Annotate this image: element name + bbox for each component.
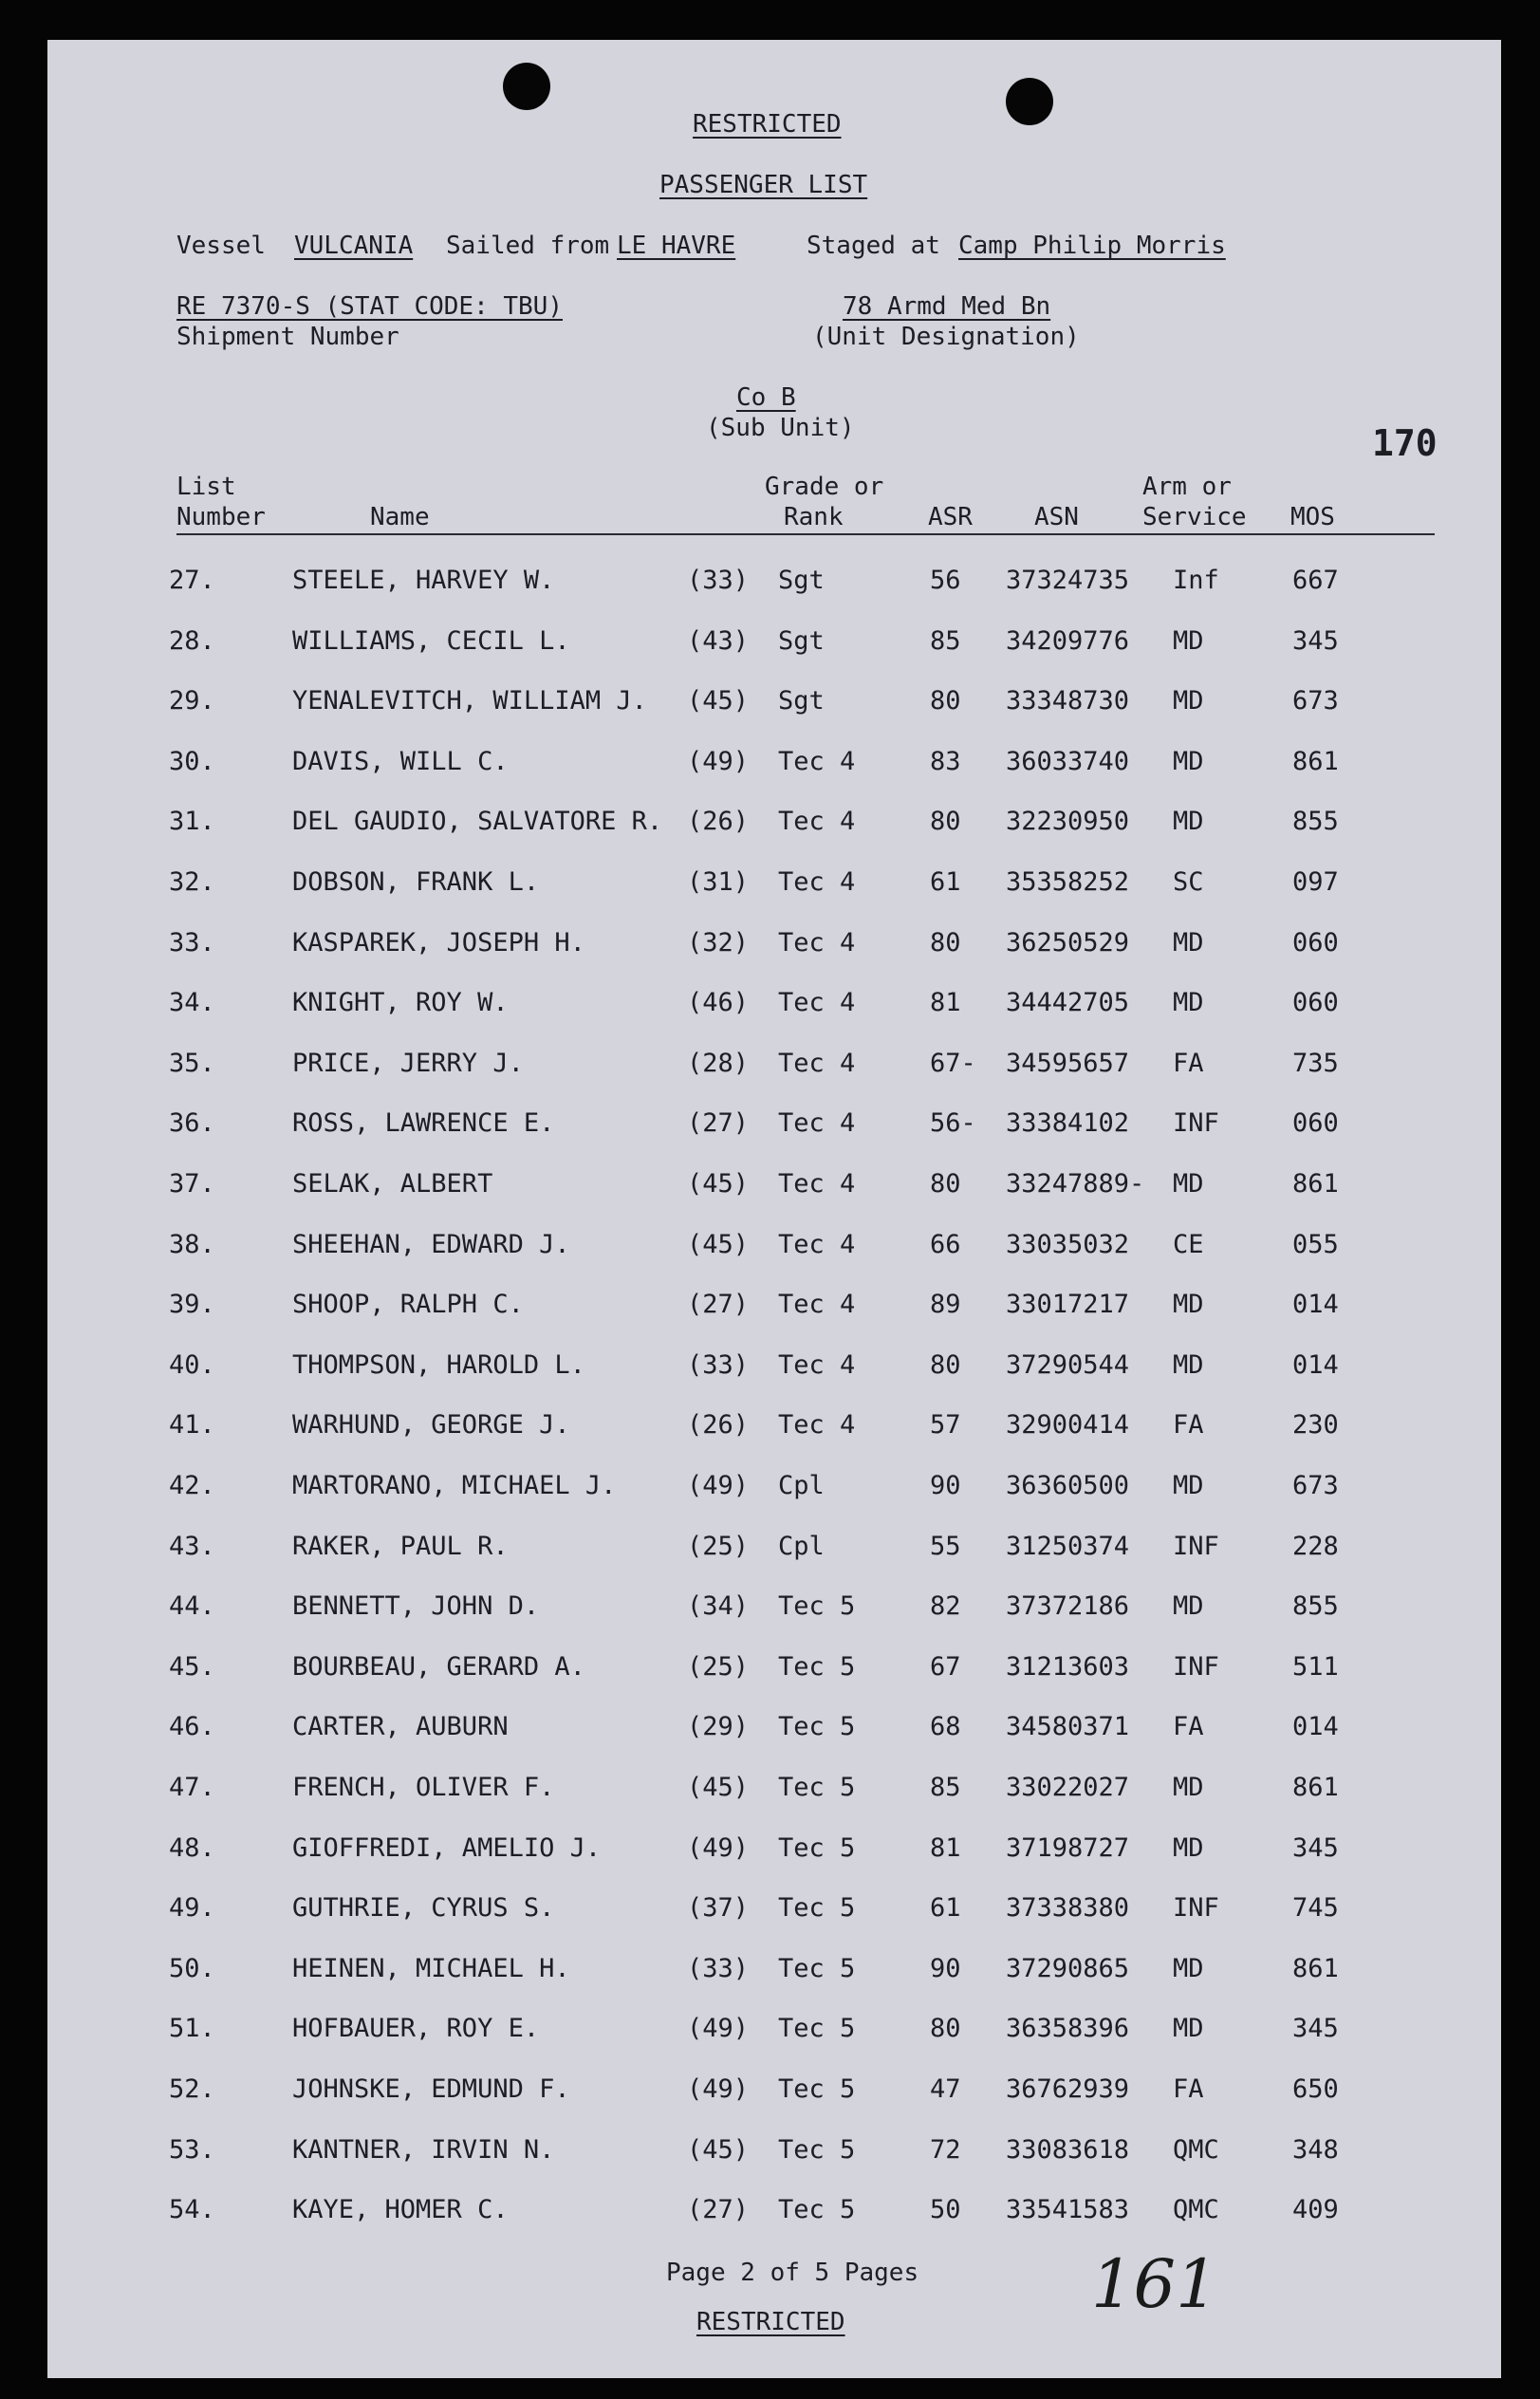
passenger-asr: 85	[930, 1773, 961, 1802]
passenger-grade: Cpl	[778, 1531, 825, 1561]
table-row	[47, 1652, 1501, 1688]
passenger-asr: 83	[930, 746, 961, 776]
passenger-grade: Tec 5	[778, 1712, 856, 1742]
passenger-asr: 72	[930, 2134, 961, 2165]
passenger-asn: 31250374	[1006, 1531, 1130, 1561]
passenger-name: GIOFFREDI, AMELIO J.	[292, 1832, 602, 1863]
passenger-asr: 67	[930, 1651, 961, 1682]
shipment-number-value: RE 7370-S (STAT CODE: TBU)	[176, 292, 563, 321]
passenger-asn: 37290865	[1006, 1953, 1130, 1983]
row-number: 29.	[169, 686, 215, 716]
vessel-value: VULCANIA	[294, 232, 414, 260]
passenger-name: BOURBEAU, GERARD A.	[292, 1651, 585, 1682]
row-number: 54.	[169, 2195, 215, 2225]
table-row	[47, 867, 1501, 903]
passenger-asr: 56-	[930, 1108, 976, 1139]
passenger-mos: 855	[1292, 1591, 1339, 1622]
restricted-bottom: RESTRICTED	[696, 2308, 845, 2336]
table-row	[47, 1712, 1501, 1748]
row-number: 37.	[169, 1169, 215, 1199]
passenger-asr: 89	[930, 1290, 961, 1320]
col-list-number-2: Number	[176, 503, 266, 531]
col-arm-1: Arm or	[1142, 473, 1232, 501]
passenger-asn: 34209776	[1006, 625, 1130, 656]
passenger-asn: 36360500	[1006, 1471, 1130, 1500]
passenger-name: HEINEN, MICHAEL H.	[292, 1953, 570, 1983]
passenger-asr: 68	[930, 1712, 961, 1742]
table-row	[47, 988, 1501, 1024]
passenger-asr: 67-	[930, 1048, 976, 1078]
passenger-age: (26)	[687, 1410, 750, 1441]
passenger-mos: 014	[1292, 1712, 1339, 1742]
table-row	[47, 626, 1501, 662]
passenger-age: (34)	[687, 1591, 750, 1622]
passenger-name: KAYE, HOMER C.	[292, 2195, 509, 2225]
passenger-arm: MD	[1173, 686, 1204, 716]
row-number: 35.	[169, 1048, 215, 1078]
passenger-age: (45)	[687, 1169, 750, 1199]
page-title: PASSENGER LIST	[659, 171, 868, 199]
passenger-mos: 673	[1292, 686, 1339, 716]
passenger-arm: QMC	[1173, 2195, 1219, 2225]
passenger-grade: Tec 5	[778, 2014, 856, 2044]
passenger-asr: 80	[930, 1169, 961, 1199]
passenger-name: BENNETT, JOHN D.	[292, 1591, 540, 1622]
row-number: 27.	[169, 566, 215, 595]
passenger-grade: Tec 5	[778, 1591, 856, 1622]
passenger-grade: Tec 4	[778, 1410, 856, 1441]
shipment-number-label: Shipment Number	[176, 323, 399, 351]
passenger-name: KNIGHT, ROY W.	[292, 988, 509, 1018]
passenger-arm: MD	[1173, 625, 1204, 656]
passenger-mos: 345	[1292, 2014, 1339, 2044]
passenger-name: DAVIS, WILL C.	[292, 746, 509, 776]
passenger-asn: 37290544	[1006, 1349, 1130, 1380]
passenger-age: (27)	[687, 1290, 750, 1320]
passenger-name: CARTER, AUBURN	[292, 1712, 509, 1742]
passenger-mos: 060	[1292, 988, 1339, 1018]
table-row	[47, 1471, 1501, 1507]
passenger-grade: Tec 4	[778, 867, 856, 897]
passenger-grade: Sgt	[778, 686, 825, 716]
passenger-grade: Sgt	[778, 625, 825, 656]
passenger-grade: Tec 5	[778, 1773, 856, 1802]
table-row	[47, 1049, 1501, 1085]
passenger-age: (25)	[687, 1651, 750, 1682]
passenger-grade: Tec 4	[778, 927, 856, 958]
passenger-arm: QMC	[1173, 2134, 1219, 2165]
passenger-mos: 345	[1292, 1832, 1339, 1863]
sailed-value: LE HAVRE	[617, 232, 736, 260]
passenger-arm: INF	[1173, 1108, 1219, 1139]
passenger-name: SHEEHAN, EDWARD J.	[292, 1229, 570, 1259]
sub-unit-value: Co B	[736, 383, 796, 412]
passenger-arm: MD	[1173, 807, 1204, 837]
passenger-name: SELAK, ALBERT	[292, 1169, 493, 1199]
passenger-mos: 097	[1292, 867, 1339, 897]
passenger-age: (49)	[687, 1471, 750, 1500]
row-number: 49.	[169, 1893, 215, 1924]
passenger-arm: MD	[1173, 1169, 1204, 1199]
table-row	[47, 1290, 1501, 1326]
table-row	[47, 1350, 1501, 1386]
passenger-asr: 57	[930, 1410, 961, 1441]
passenger-asn: 34442705	[1006, 988, 1130, 1018]
table-row	[47, 1532, 1501, 1568]
row-number: 50.	[169, 1953, 215, 1983]
passenger-asn: 37324735	[1006, 566, 1130, 595]
passenger-asr: 81	[930, 988, 961, 1018]
passenger-asn: 37338380	[1006, 1893, 1130, 1924]
passenger-arm: FA	[1173, 2074, 1204, 2104]
passenger-age: (45)	[687, 1773, 750, 1802]
passenger-age: (26)	[687, 807, 750, 837]
passenger-age: (33)	[687, 566, 750, 595]
passenger-grade: Tec 4	[778, 1169, 856, 1199]
passenger-mos: 511	[1292, 1651, 1339, 1682]
passenger-mos: 014	[1292, 1290, 1339, 1320]
row-number: 33.	[169, 927, 215, 958]
passenger-asr: 66	[930, 1229, 961, 1259]
table-row	[47, 2135, 1501, 2171]
passenger-name: KANTNER, IRVIN N.	[292, 2134, 555, 2165]
passenger-arm: FA	[1173, 1048, 1204, 1078]
passenger-age: (27)	[687, 2195, 750, 2225]
col-grade-1: Grade or	[765, 473, 884, 501]
passenger-grade: Tec 4	[778, 746, 856, 776]
table-row	[47, 1591, 1501, 1627]
table-row	[47, 747, 1501, 783]
passenger-age: (33)	[687, 1953, 750, 1983]
passenger-asr: 82	[930, 1591, 961, 1622]
row-number: 53.	[169, 2134, 215, 2165]
passenger-age: (49)	[687, 746, 750, 776]
passenger-grade: Tec 5	[778, 2195, 856, 2225]
passenger-age: (37)	[687, 1893, 750, 1924]
passenger-arm: MD	[1173, 988, 1204, 1018]
passenger-mos: 667	[1292, 566, 1339, 595]
sailed-label: Sailed from	[446, 232, 610, 260]
sub-unit-label: (Sub Unit)	[706, 414, 855, 442]
passenger-age: (33)	[687, 1349, 750, 1380]
punch-hole	[503, 63, 550, 110]
row-number: 46.	[169, 1712, 215, 1742]
restricted-top: RESTRICTED	[693, 110, 842, 139]
passenger-name: JOHNSKE, EDMUND F.	[292, 2074, 570, 2104]
passenger-age: (49)	[687, 2074, 750, 2104]
row-number: 42.	[169, 1471, 215, 1500]
passenger-mos: 055	[1292, 1229, 1339, 1259]
col-name: Name	[370, 503, 430, 531]
unit-designation-label: (Unit Designation)	[812, 323, 1080, 351]
passenger-mos: 745	[1292, 1893, 1339, 1924]
passenger-mos: 650	[1292, 2074, 1339, 2104]
passenger-arm: MD	[1173, 1471, 1204, 1500]
passenger-name: YENALEVITCH, WILLIAM J.	[292, 686, 647, 716]
row-number: 38.	[169, 1229, 215, 1259]
table-row	[47, 928, 1501, 964]
passenger-asn: 37372186	[1006, 1591, 1130, 1622]
table-row	[47, 1230, 1501, 1266]
passenger-asn: 36762939	[1006, 2074, 1130, 2104]
document-page	[47, 40, 1501, 2378]
passenger-arm: MD	[1173, 1591, 1204, 1622]
table-row	[47, 2074, 1501, 2111]
passenger-arm: MD	[1173, 2014, 1204, 2044]
passenger-asn: 33247889-	[1006, 1169, 1145, 1199]
passenger-asr: 80	[930, 807, 961, 837]
passenger-arm: INF	[1173, 1651, 1219, 1682]
passenger-asn: 31213603	[1006, 1651, 1130, 1682]
table-row	[47, 1893, 1501, 1929]
passenger-age: (29)	[687, 1712, 750, 1742]
passenger-asn: 32230950	[1006, 807, 1130, 837]
table-row	[47, 566, 1501, 602]
unit-designation-value: 78 Armd Med Bn	[843, 292, 1051, 321]
passenger-grade: Tec 5	[778, 1893, 856, 1924]
passenger-asr: 81	[930, 1832, 961, 1863]
row-number: 39.	[169, 1290, 215, 1320]
col-asr: ASR	[928, 503, 973, 531]
passenger-name: SHOOP, RALPH C.	[292, 1290, 524, 1320]
header-rule	[176, 533, 1435, 535]
passenger-grade: Tec 5	[778, 2074, 856, 2104]
passenger-mos: 060	[1292, 1108, 1339, 1139]
passenger-name: GUTHRIE, CYRUS S.	[292, 1893, 555, 1924]
passenger-asr: 47	[930, 2074, 961, 2104]
passenger-asn: 33384102	[1006, 1108, 1130, 1139]
table-row	[47, 686, 1501, 722]
row-number: 36.	[169, 1108, 215, 1139]
row-number: 31.	[169, 807, 215, 837]
passenger-age: (43)	[687, 625, 750, 656]
passenger-mos: 855	[1292, 807, 1339, 837]
passenger-asr: 80	[930, 1349, 961, 1380]
passenger-mos: 861	[1292, 1773, 1339, 1802]
passenger-arm: Inf	[1173, 566, 1219, 595]
passenger-mos: 735	[1292, 1048, 1339, 1078]
passenger-asn: 33348730	[1006, 686, 1130, 716]
passenger-mos: 060	[1292, 927, 1339, 958]
passenger-arm: MD	[1173, 1290, 1204, 1320]
passenger-grade: Tec 4	[778, 1048, 856, 1078]
staged-value: Camp Philip Morris	[958, 232, 1226, 260]
passenger-grade: Tec 5	[778, 1953, 856, 1983]
passenger-age: (28)	[687, 1048, 750, 1078]
passenger-age: (46)	[687, 988, 750, 1018]
row-number: 34.	[169, 988, 215, 1018]
passenger-asn: 35358252	[1006, 867, 1130, 897]
row-number: 32.	[169, 867, 215, 897]
staged-label: Staged at	[807, 232, 940, 260]
passenger-grade: Tec 5	[778, 1832, 856, 1863]
table-row	[47, 1954, 1501, 1990]
passenger-age: (49)	[687, 1832, 750, 1863]
table-row	[47, 1410, 1501, 1446]
passenger-asr: 80	[930, 686, 961, 716]
row-number: 41.	[169, 1410, 215, 1441]
passenger-asn: 33035032	[1006, 1229, 1130, 1259]
passenger-name: THOMPSON, HAROLD L.	[292, 1349, 585, 1380]
passenger-arm: INF	[1173, 1531, 1219, 1561]
passenger-asn: 36358396	[1006, 2014, 1130, 2044]
passenger-arm: CE	[1173, 1229, 1204, 1259]
passenger-mos: 345	[1292, 625, 1339, 656]
row-number: 52.	[169, 2074, 215, 2104]
row-number: 43.	[169, 1531, 215, 1561]
page-number: Page 2 of 5 Pages	[666, 2259, 919, 2287]
passenger-asr: 61	[930, 1893, 961, 1924]
passenger-grade: Tec 4	[778, 1349, 856, 1380]
passenger-mos: 409	[1292, 2195, 1339, 2225]
row-number: 45.	[169, 1651, 215, 1682]
col-arm-2: Service	[1142, 503, 1247, 531]
col-grade-2: Rank	[784, 503, 844, 531]
passenger-arm: SC	[1173, 867, 1204, 897]
handwritten-number: 161	[1091, 2245, 1218, 2323]
passenger-arm: MD	[1173, 1773, 1204, 1802]
passenger-asr: 90	[930, 1471, 961, 1500]
passenger-name: MARTORANO, MICHAEL J.	[292, 1471, 617, 1500]
passenger-grade: Tec 4	[778, 1108, 856, 1139]
passenger-asn: 33022027	[1006, 1773, 1130, 1802]
passenger-mos: 861	[1292, 746, 1339, 776]
passenger-mos: 230	[1292, 1410, 1339, 1441]
passenger-name: DEL GAUDIO, SALVATORE R.	[292, 807, 663, 837]
passenger-asn: 36033740	[1006, 746, 1130, 776]
col-asn: ASN	[1034, 503, 1079, 531]
row-number: 40.	[169, 1349, 215, 1380]
passenger-asr: 50	[930, 2195, 961, 2225]
passenger-arm: INF	[1173, 1893, 1219, 1924]
passenger-age: (27)	[687, 1108, 750, 1139]
passenger-asr: 85	[930, 625, 961, 656]
passenger-mos: 861	[1292, 1169, 1339, 1199]
table-row	[47, 1773, 1501, 1809]
row-number: 28.	[169, 625, 215, 656]
passenger-age: (31)	[687, 867, 750, 897]
punch-hole	[1006, 78, 1053, 125]
passenger-grade: Tec 4	[778, 1229, 856, 1259]
passenger-name: WILLIAMS, CECIL L.	[292, 625, 570, 656]
passenger-name: FRENCH, OLIVER F.	[292, 1773, 555, 1802]
passenger-arm: MD	[1173, 927, 1204, 958]
passenger-arm: MD	[1173, 1349, 1204, 1380]
passenger-asn: 33083618	[1006, 2134, 1130, 2165]
passenger-mos: 861	[1292, 1953, 1339, 1983]
passenger-asn: 33017217	[1006, 1290, 1130, 1320]
passenger-mos: 228	[1292, 1531, 1339, 1561]
passenger-age: (45)	[687, 2134, 750, 2165]
passenger-asn: 32900414	[1006, 1410, 1130, 1441]
passenger-arm: MD	[1173, 1832, 1204, 1863]
passenger-name: HOFBAUER, ROY E.	[292, 2014, 540, 2044]
passenger-grade: Sgt	[778, 566, 825, 595]
passenger-name: RAKER, PAUL R.	[292, 1531, 509, 1561]
passenger-grade: Tec 5	[778, 2134, 856, 2165]
passenger-age: (25)	[687, 1531, 750, 1561]
row-number: 51.	[169, 2014, 215, 2044]
table-row	[47, 1833, 1501, 1869]
passenger-asn: 34595657	[1006, 1048, 1130, 1078]
passenger-asr: 80	[930, 2014, 961, 2044]
passenger-arm: MD	[1173, 746, 1204, 776]
col-list-number-1: List	[176, 473, 236, 501]
passenger-name: STEELE, HARVEY W.	[292, 566, 555, 595]
passenger-mos: 348	[1292, 2134, 1339, 2165]
vessel-label: Vessel	[176, 232, 266, 260]
passenger-age: (45)	[687, 1229, 750, 1259]
passenger-asr: 56	[930, 566, 961, 595]
passenger-mos: 014	[1292, 1349, 1339, 1380]
passenger-arm: FA	[1173, 1410, 1204, 1441]
table-row	[47, 1108, 1501, 1144]
passenger-asr: 80	[930, 927, 961, 958]
passenger-name: DOBSON, FRANK L.	[292, 867, 540, 897]
passenger-grade: Tec 4	[778, 807, 856, 837]
passenger-age: (32)	[687, 927, 750, 958]
row-number: 48.	[169, 1832, 215, 1863]
passenger-asr: 90	[930, 1953, 961, 1983]
row-number: 30.	[169, 746, 215, 776]
passenger-name: WARHUND, GEORGE J.	[292, 1410, 570, 1441]
passenger-grade: Tec 4	[778, 988, 856, 1018]
passenger-asn: 37198727	[1006, 1832, 1130, 1863]
passenger-asr: 61	[930, 867, 961, 897]
col-mos: MOS	[1290, 503, 1335, 531]
passenger-asn: 36250529	[1006, 927, 1130, 958]
passenger-grade: Tec 4	[778, 1290, 856, 1320]
passenger-name: PRICE, JERRY J.	[292, 1048, 524, 1078]
passenger-name: KASPAREK, JOSEPH H.	[292, 927, 585, 958]
passenger-grade: Tec 5	[778, 1651, 856, 1682]
passenger-asn: 33541583	[1006, 2195, 1130, 2225]
passenger-mos: 673	[1292, 1471, 1339, 1500]
passenger-grade: Cpl	[778, 1471, 825, 1500]
passenger-arm: MD	[1173, 1953, 1204, 1983]
table-row	[47, 1169, 1501, 1205]
passenger-age: (49)	[687, 2014, 750, 2044]
passenger-asr: 55	[930, 1531, 961, 1561]
table-row	[47, 2014, 1501, 2050]
row-number: 44.	[169, 1591, 215, 1622]
passenger-asn: 34580371	[1006, 1712, 1130, 1742]
passenger-arm: FA	[1173, 1712, 1204, 1742]
table-row	[47, 807, 1501, 843]
passenger-name: ROSS, LAWRENCE E.	[292, 1108, 555, 1139]
passenger-age: (45)	[687, 686, 750, 716]
table-row	[47, 2195, 1501, 2231]
row-number: 47.	[169, 1773, 215, 1802]
stamp-number: 170	[1372, 422, 1438, 464]
